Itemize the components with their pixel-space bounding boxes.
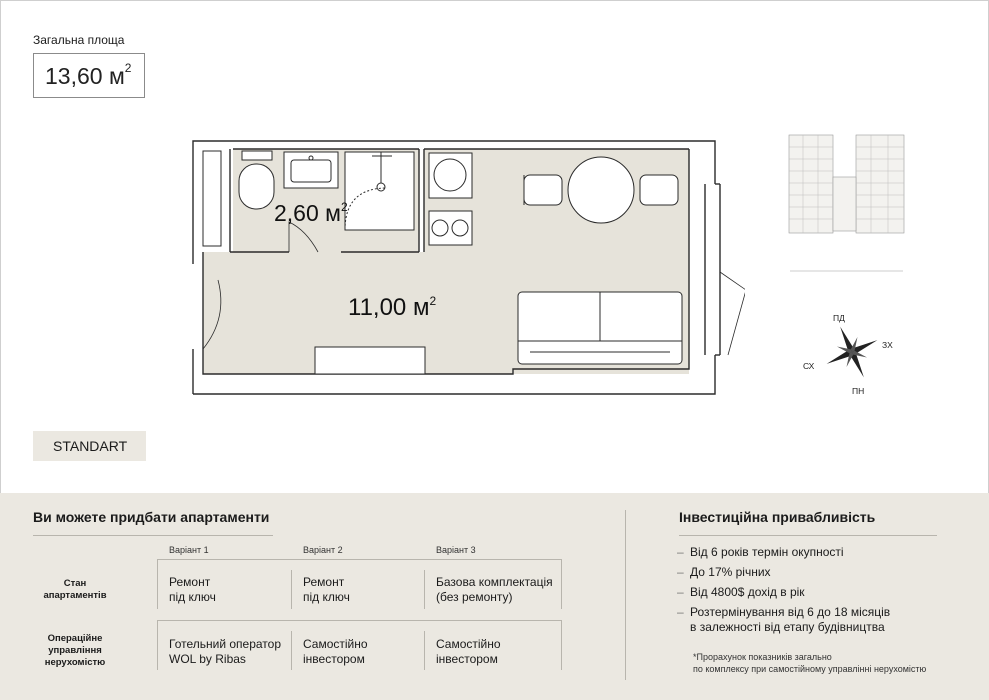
table-col-line-4 (561, 559, 562, 609)
investment-item: – Від 4800$ дохід в рік (677, 585, 805, 599)
bullet-dash: – (677, 585, 684, 599)
bathroom-area-label: 2,60 $м^2$ (274, 200, 348, 226)
investment-item: – Розтермінування від 6 до 18 місяців в залежності від етапу будівництва (677, 605, 891, 634)
total-area-value (33, 53, 145, 98)
cell-condition-v2: Ремонт під ключ (303, 575, 350, 604)
shower (345, 152, 414, 230)
purchase-title: Ви можете придбати апартаменти (33, 509, 270, 525)
table-rule-top (157, 559, 562, 560)
total-area-unit-sup: 2 (124, 61, 132, 75)
table-col-line-8 (561, 620, 562, 670)
investment-item: – До 17% річних (677, 565, 771, 579)
balcony-door (720, 272, 745, 355)
toilet (239, 151, 274, 209)
investment-title: Інвестиційна привабливість (679, 509, 876, 525)
total-area-number: 13,60 м (45, 63, 125, 89)
bullet-dash: – (677, 545, 684, 559)
table-col-line-3 (424, 570, 425, 609)
investment-title-rule (679, 535, 937, 536)
floor-plan (185, 133, 745, 398)
compass-label-north: ПД (833, 313, 845, 323)
table-col-line-1 (157, 559, 158, 609)
table-col-line-5 (157, 620, 158, 670)
variant-3-header: Варіант 3 (436, 545, 476, 555)
apartment-type-badge: STANDART (33, 431, 146, 461)
row-label-condition: Стан апартаментів (43, 578, 107, 601)
wardrobe (203, 151, 221, 246)
variant-1-header: Варіант 1 (169, 545, 209, 555)
cell-management-v1: Готельний оператор WOL by Ribas (169, 637, 282, 666)
sofa (518, 292, 682, 364)
room-area-label: 11,00 $м^2$ (348, 294, 437, 321)
table-col-line-7 (424, 631, 425, 670)
compass (800, 308, 900, 398)
table-col-line-2 (291, 570, 292, 609)
panel-divider (625, 510, 626, 680)
bullet-dash: – (677, 565, 684, 579)
investment-item: – Від 6 років термін окупності (677, 545, 844, 559)
variant-2-header: Варіант 2 (303, 545, 343, 555)
compass-label-south: ПН (852, 386, 865, 396)
cell-condition-v1: Ремонт під ключ (169, 575, 216, 604)
cell-condition-v3: Базова комплектація (без ремонту) (436, 575, 553, 604)
total-area-label: Загальна площа (33, 33, 125, 47)
sink (284, 152, 338, 188)
compass-label-west: СХ (803, 361, 815, 371)
building-key-plan (785, 133, 910, 278)
purchase-title-rule (33, 535, 273, 536)
footnote: *Прорахунок показників загально по комплексу при самостійному управлінні нерухомістю (693, 652, 927, 674)
cell-management-v3: Самостійно інвестором (436, 637, 501, 666)
cell-management-v2: Самостійно інвестором (303, 637, 368, 666)
desk (315, 347, 425, 374)
row-label-management: Операційне управління нерухомістю (44, 633, 106, 668)
table-rule-mid (157, 620, 562, 621)
table-col-line-6 (291, 631, 292, 670)
compass-label-east: ЗХ (882, 340, 893, 350)
bullet-dash: – (677, 605, 684, 619)
